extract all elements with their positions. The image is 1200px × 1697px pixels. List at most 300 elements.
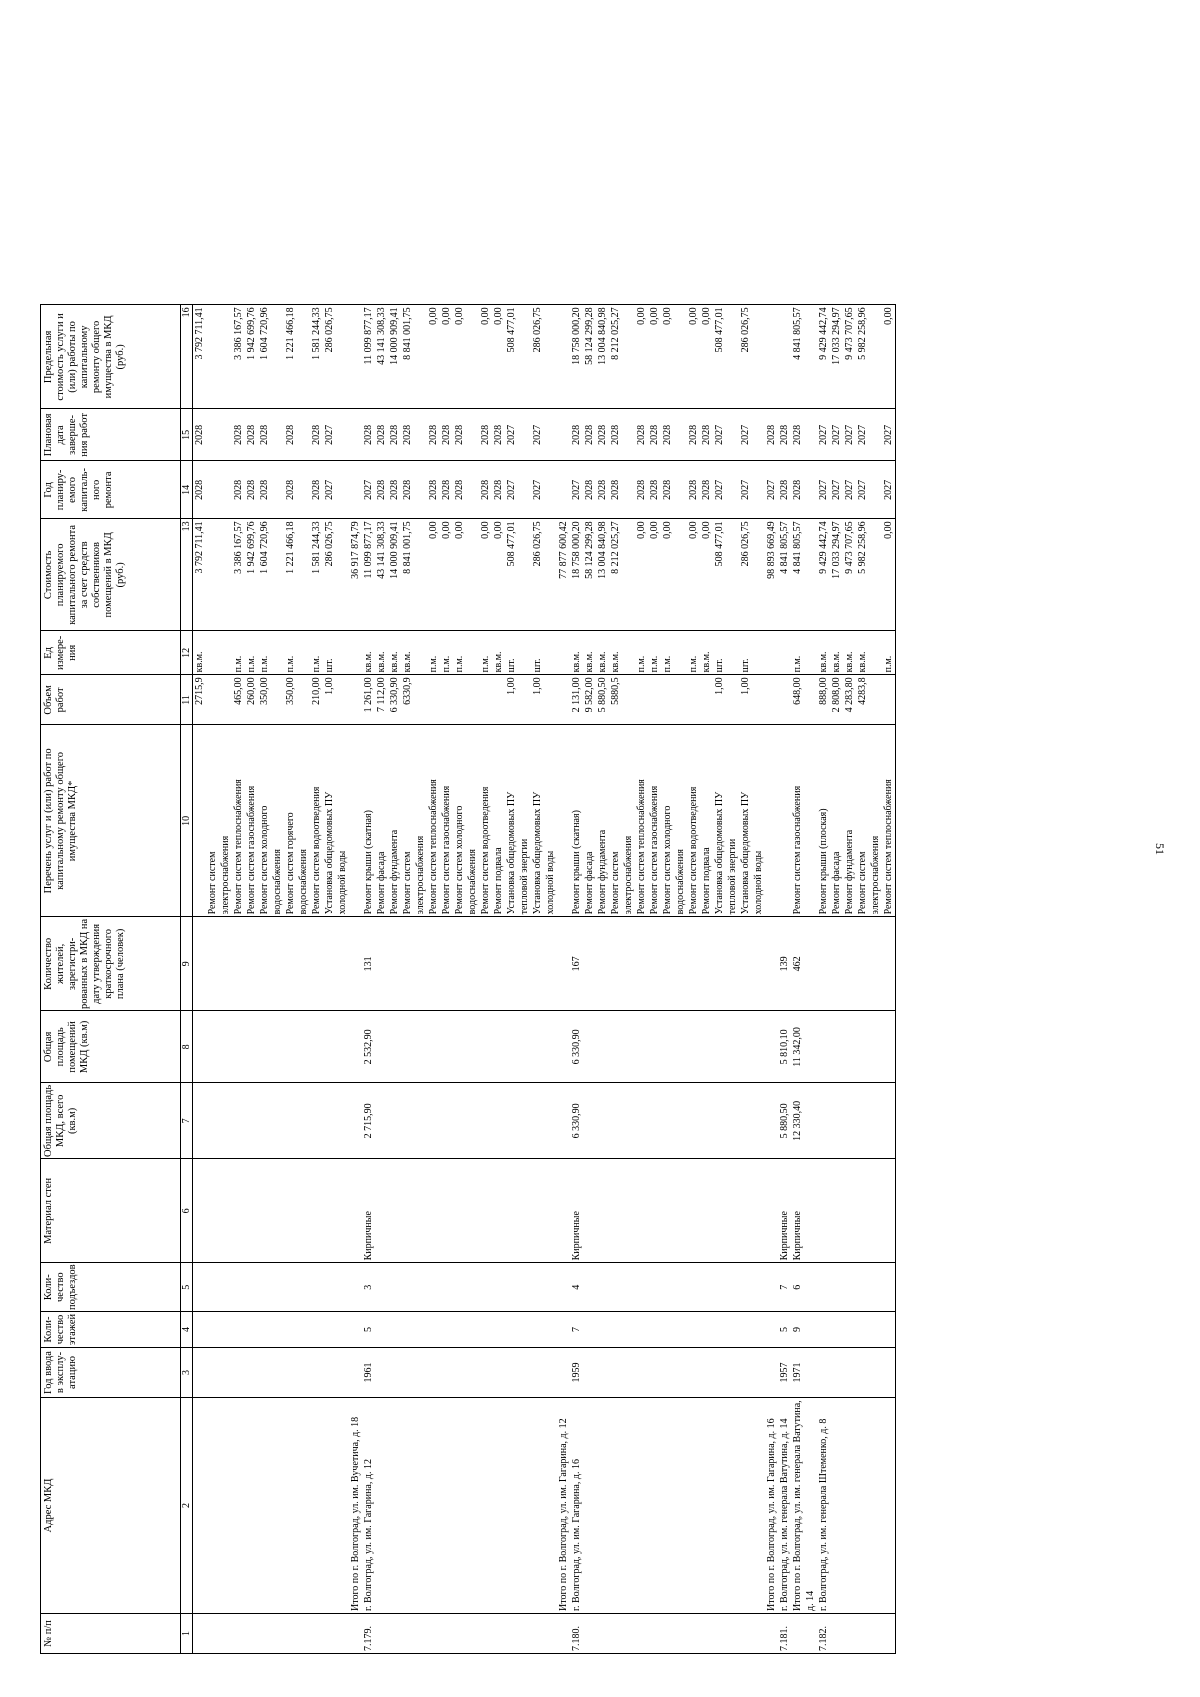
table-cell: [843, 917, 856, 1011]
table-cell: 1 942 699,76: [245, 305, 258, 409]
column-number: 1: [181, 1614, 193, 1654]
table-cell: [414, 917, 427, 1011]
table-cell: [440, 1348, 453, 1398]
table-cell: 2028: [245, 409, 258, 461]
table-row: [869, 305, 882, 1654]
table-cell: Ремонт систем холодного: [453, 725, 466, 917]
table-cell: [505, 917, 518, 1011]
table-cell: [401, 1011, 414, 1083]
table-cell: [661, 1159, 674, 1263]
table-cell: 7.180.: [570, 1614, 583, 1654]
table-cell: [271, 1348, 284, 1398]
table-row: [466, 305, 479, 1654]
table-cell: тепловой энергии: [726, 725, 739, 917]
table-cell: [258, 1083, 271, 1159]
table-cell: [635, 1348, 648, 1398]
table-cell: [492, 1011, 505, 1083]
table-cell: [765, 1263, 778, 1312]
table-cell: 5 982 258,96: [856, 305, 869, 409]
table-cell: [596, 1159, 609, 1263]
table-cell: 350,00: [284, 675, 297, 725]
table-cell: 2028: [661, 409, 674, 461]
table-cell: [713, 1083, 726, 1159]
table-cell: кв.м.: [830, 631, 843, 675]
table-cell: [414, 1263, 427, 1312]
column-number: 16: [181, 305, 193, 409]
table-cell: холодной воды: [336, 725, 349, 917]
table-cell: водоснабжения: [674, 725, 687, 917]
table-cell: [518, 1011, 531, 1083]
table-cell: 2027: [843, 461, 856, 519]
table-cell: [297, 1614, 310, 1654]
table-cell: 0,00: [882, 305, 896, 409]
table-cell: [466, 917, 479, 1011]
table-cell: [466, 1348, 479, 1398]
table-cell: [232, 1398, 245, 1614]
table-cell: 2027: [323, 461, 336, 519]
table-cell: [648, 1614, 661, 1654]
table-cell: [375, 1398, 388, 1614]
table-row: [518, 305, 531, 1654]
table-cell: [297, 1263, 310, 1312]
table-cell: [297, 917, 310, 1011]
table-cell: [752, 461, 765, 519]
table-cell: электроснабжения: [622, 725, 635, 917]
table-cell: [219, 1083, 232, 1159]
table-cell: [635, 675, 648, 725]
table-cell: 1 942 699,76: [245, 519, 258, 631]
table-cell: п.м.: [453, 631, 466, 675]
table-cell: [427, 917, 440, 1011]
table-cell: [453, 675, 466, 725]
table-cell: [869, 1083, 882, 1159]
table-cell: [765, 305, 778, 409]
table-cell: 0,00: [492, 519, 505, 631]
table-cell: [700, 1011, 713, 1083]
table-cell: г. Волгоград, ул. им. Гагарина, д. 12: [362, 1398, 375, 1614]
table-cell: Ремонт крыши (скатная): [362, 725, 375, 917]
table-cell: 2028: [570, 409, 583, 461]
table-cell: [518, 409, 531, 461]
table-cell: [310, 917, 323, 1011]
table-cell: [557, 1312, 570, 1348]
table-cell: [713, 1312, 726, 1348]
table-cell: Ремонт фундамента: [843, 725, 856, 917]
table-cell: [817, 1263, 830, 1312]
table-cell: [323, 1159, 336, 1263]
table-cell: [206, 519, 219, 631]
table-cell: [375, 1348, 388, 1398]
table-cell: [856, 1011, 869, 1083]
table-cell: [596, 1011, 609, 1083]
table-cell: [440, 1263, 453, 1312]
table-cell: 2028: [609, 409, 622, 461]
table-row: [492, 305, 505, 1654]
table-cell: [830, 917, 843, 1011]
table-cell: шт.: [713, 631, 726, 675]
table-row: [336, 305, 349, 1654]
table-cell: [674, 1083, 687, 1159]
table-cell: п.м.: [284, 631, 297, 675]
table-cell: 2028: [401, 461, 414, 519]
table-cell: [245, 1614, 258, 1654]
table-cell: 2 808,00: [830, 675, 843, 725]
table-cell: 2028: [453, 461, 466, 519]
table-cell: [505, 1083, 518, 1159]
table-cell: 1,00: [739, 675, 752, 725]
table-cell: [492, 1614, 505, 1654]
table-cell: [388, 1263, 401, 1312]
table-cell: кв.м.: [609, 631, 622, 675]
table-cell: п.м.: [440, 631, 453, 675]
table-cell: [492, 675, 505, 725]
table-cell: Ремонт систем теплоснабжения: [635, 725, 648, 917]
table-cell: [687, 1011, 700, 1083]
table-cell: [388, 1011, 401, 1083]
table-cell: [700, 917, 713, 1011]
table-cell: [349, 917, 362, 1011]
table-cell: 2028: [661, 461, 674, 519]
table-cell: 2028: [596, 409, 609, 461]
table-cell: [635, 917, 648, 1011]
table-cell: [583, 1348, 596, 1398]
header-cell: Перечень услуг и (или) работ по капитальному ремонту общего имущества МКД*: [41, 725, 181, 917]
table-cell: 5 880,50: [596, 675, 609, 725]
table-cell: [856, 1263, 869, 1312]
table-cell: Установка общедомовых ПУ: [531, 725, 544, 917]
table-cell: [297, 519, 310, 631]
table-cell: [414, 409, 427, 461]
table-cell: [284, 1398, 297, 1614]
table-cell: 1 221 466,18: [284, 519, 297, 631]
table-cell: [310, 1159, 323, 1263]
table-cell: [869, 1159, 882, 1263]
table-cell: [440, 1614, 453, 1654]
table-row: [687, 305, 700, 1654]
table-cell: [583, 1011, 596, 1083]
table-cell: [232, 917, 245, 1011]
table-cell: [622, 1398, 635, 1614]
table-row: [271, 305, 284, 1654]
table-cell: [752, 1312, 765, 1348]
table-cell: [700, 1083, 713, 1159]
table-cell: кв.м.: [388, 631, 401, 675]
table-cell: [284, 1159, 297, 1263]
table-cell: 6330,9: [401, 675, 414, 725]
table-row: [830, 305, 843, 1654]
table-cell: [661, 1263, 674, 1312]
table-cell: [505, 1312, 518, 1348]
table-cell: [518, 1614, 531, 1654]
table-cell: 2028: [596, 461, 609, 519]
table-cell: [687, 1083, 700, 1159]
table-cell: [674, 305, 687, 409]
table-cell: [882, 1348, 896, 1398]
table-row: [505, 305, 518, 1654]
table-cell: п.м.: [648, 631, 661, 675]
table-cell: [414, 461, 427, 519]
table-cell: водоснабжения: [271, 725, 284, 917]
table-cell: [713, 1398, 726, 1614]
table-cell: [323, 917, 336, 1011]
table-cell: [596, 1398, 609, 1614]
table-cell: [544, 1263, 557, 1312]
table-cell: [726, 305, 739, 409]
table-cell: [726, 1312, 739, 1348]
column-number: 15: [181, 409, 193, 461]
table-cell: 0,00: [492, 305, 505, 409]
table-cell: [479, 675, 492, 725]
table-cell: [544, 409, 557, 461]
table-cell: [609, 1083, 622, 1159]
table-cell: 465,00: [232, 675, 245, 725]
table-cell: [648, 917, 661, 1011]
table-row: [635, 305, 648, 1654]
table-cell: [297, 305, 310, 409]
table-row: [804, 305, 817, 1654]
table-cell: [206, 917, 219, 1011]
table-cell: [713, 1614, 726, 1654]
table-cell: [297, 1011, 310, 1083]
table-cell: Ремонт систем газоснабжения: [245, 725, 258, 917]
table-cell: [232, 1083, 245, 1159]
table-cell: [648, 1348, 661, 1398]
table-cell: Кирпичные: [362, 1159, 375, 1263]
table-cell: Установка общедомовых ПУ: [739, 725, 752, 917]
table-cell: 2027: [817, 461, 830, 519]
table-cell: [752, 519, 765, 631]
table-cell: [726, 1348, 739, 1398]
table-cell: [661, 675, 674, 725]
table-cell: [349, 631, 362, 675]
table-cell: [206, 409, 219, 461]
table-cell: [388, 1398, 401, 1614]
table-row: [427, 305, 440, 1654]
column-number: 3: [181, 1348, 193, 1398]
table-cell: [492, 917, 505, 1011]
table-cell: [271, 1263, 284, 1312]
table-cell: 2028: [778, 461, 791, 519]
table-cell: Ремонт фасада: [375, 725, 388, 917]
table-row: [713, 305, 726, 1654]
table-cell: Итого по г. Волгоград, ул. им. Вучетича, д. 18: [349, 1398, 362, 1614]
header-cell: Коли-чество этажей: [41, 1312, 181, 1348]
table-cell: [258, 1614, 271, 1654]
table-cell: [297, 631, 310, 675]
table-cell: Ремонт систем горячего: [284, 725, 297, 917]
table-cell: [258, 1011, 271, 1083]
table-cell: п.м.: [232, 631, 245, 675]
table-cell: [557, 1159, 570, 1263]
table-cell: г. Волгоград, ул. им. генерала Штеменко, д. 8: [817, 1398, 830, 1614]
table-cell: [700, 1348, 713, 1398]
table-cell: 2027: [843, 409, 856, 461]
table-row: [531, 305, 544, 1654]
table-cell: [232, 1614, 245, 1654]
table-cell: 0,00: [687, 305, 700, 409]
table-cell: [518, 519, 531, 631]
header-cell: Общая площадь МКД, всего (кв.м): [41, 1083, 181, 1159]
table-cell: [648, 1312, 661, 1348]
table-cell: 210,00: [310, 675, 323, 725]
table-cell: [349, 725, 362, 917]
table-cell: [479, 1011, 492, 1083]
table-cell: 2028: [648, 461, 661, 519]
table-cell: [466, 305, 479, 409]
table-cell: [544, 917, 557, 1011]
table-cell: [804, 1083, 817, 1159]
table-cell: [544, 1312, 557, 1348]
table-cell: 0,00: [700, 519, 713, 631]
table-cell: [661, 1348, 674, 1398]
table-cell: [414, 1348, 427, 1398]
table-cell: 2028: [310, 409, 323, 461]
table-cell: 167: [570, 917, 583, 1011]
table-cell: 9 429 442,74: [817, 519, 830, 631]
table-cell: [700, 675, 713, 725]
table-cell: Ремонт подвала: [700, 725, 713, 917]
table-cell: 2027: [505, 409, 518, 461]
table-cell: [752, 1348, 765, 1398]
table-cell: 286 026,75: [531, 305, 544, 409]
table-cell: [687, 1398, 700, 1614]
table-cell: [414, 1614, 427, 1654]
table-cell: 13 004 840,98: [596, 305, 609, 409]
header-cell: Плановая дата заверше-ния работ: [41, 409, 181, 461]
table-cell: [557, 409, 570, 461]
table-cell: 2028: [232, 461, 245, 519]
table-cell: [622, 519, 635, 631]
table-cell: [648, 1083, 661, 1159]
table-cell: 1959: [570, 1348, 583, 1398]
table-cell: 5: [362, 1312, 375, 1348]
table-cell: 286 026,75: [323, 519, 336, 631]
column-number: 4: [181, 1312, 193, 1348]
table-cell: 0,00: [648, 305, 661, 409]
table-cell: [661, 1011, 674, 1083]
table-cell: [492, 1263, 505, 1312]
table-cell: 9: [791, 1312, 804, 1348]
table-cell: [635, 1614, 648, 1654]
column-number: 13: [181, 519, 193, 631]
table-cell: Установка общедомовых ПУ: [713, 725, 726, 917]
table-cell: 1 261,00: [362, 675, 375, 725]
table-cell: [219, 409, 232, 461]
table-cell: [674, 1263, 687, 1312]
table-cell: [310, 1083, 323, 1159]
table-cell: [869, 461, 882, 519]
table-cell: [674, 675, 687, 725]
table-cell: [375, 1011, 388, 1083]
table-row: [583, 305, 596, 1654]
table-row: [661, 305, 674, 1654]
table-cell: 2028: [453, 409, 466, 461]
table-cell: [531, 1398, 544, 1614]
table-cell: [414, 1083, 427, 1159]
table-cell: [453, 1312, 466, 1348]
table-cell: Ремонт систем холодного: [258, 725, 271, 917]
table-row: [245, 305, 258, 1654]
table-cell: 2028: [479, 461, 492, 519]
table-cell: 2027: [765, 461, 778, 519]
table-cell: [531, 1348, 544, 1398]
table-cell: [752, 1083, 765, 1159]
table-cell: [739, 1398, 752, 1614]
table-cell: [401, 917, 414, 1011]
table-cell: [258, 1348, 271, 1398]
table-cell: [869, 519, 882, 631]
table-cell: [466, 519, 479, 631]
table-cell: [323, 1348, 336, 1398]
table-cell: [388, 917, 401, 1011]
table-cell: [804, 461, 817, 519]
table-cell: 8 212 025,27: [609, 305, 622, 409]
table-cell: [674, 1348, 687, 1398]
table-cell: [869, 1312, 882, 1348]
table-cell: Ремонт систем: [206, 725, 219, 917]
table-cell: [804, 1263, 817, 1312]
table-cell: [752, 675, 765, 725]
column-number: 14: [181, 461, 193, 519]
table-cell: [804, 725, 817, 917]
table-cell: 2028: [700, 409, 713, 461]
table-cell: [622, 305, 635, 409]
table-cell: 139: [778, 917, 791, 1011]
column-number: 10: [181, 725, 193, 917]
table-cell: [453, 917, 466, 1011]
table-cell: [583, 1159, 596, 1263]
table-cell: 2028: [609, 461, 622, 519]
table-cell: 14 000 909,41: [388, 305, 401, 409]
table-cell: шт.: [323, 631, 336, 675]
table-cell: 5 880,50: [778, 1083, 791, 1159]
table-cell: [375, 1614, 388, 1654]
table-cell: [804, 1011, 817, 1083]
table-cell: [882, 1614, 896, 1654]
header-cell: Объем работ: [41, 675, 181, 725]
table-cell: [544, 631, 557, 675]
table-cell: Ремонт фундамента: [596, 725, 609, 917]
table-cell: кв.м.: [700, 631, 713, 675]
table-cell: 2028: [388, 409, 401, 461]
table-cell: [349, 461, 362, 519]
table-cell: 2028: [258, 409, 271, 461]
table-cell: [427, 675, 440, 725]
table-cell: [453, 1263, 466, 1312]
table-cell: [336, 1083, 349, 1159]
table-row: [739, 305, 752, 1654]
table-cell: 2027: [323, 409, 336, 461]
column-number-row: [181, 305, 193, 1654]
table-cell: [492, 1398, 505, 1614]
table-cell: [388, 1159, 401, 1263]
table-cell: [882, 675, 896, 725]
table-cell: [557, 461, 570, 519]
table-cell: электроснабжения: [414, 725, 427, 917]
table-cell: [856, 1348, 869, 1398]
table-cell: 1 221 466,18: [284, 305, 297, 409]
table-cell: водоснабжения: [297, 725, 310, 917]
table-cell: [609, 1614, 622, 1654]
table-cell: [271, 305, 284, 409]
table-cell: 2028: [193, 409, 207, 461]
table-cell: [557, 917, 570, 1011]
table-cell: [609, 1159, 622, 1263]
table-cell: Ремонт систем теплоснабжения: [427, 725, 440, 917]
table-cell: [830, 1011, 843, 1083]
table-cell: [193, 1159, 207, 1263]
table-cell: [336, 1159, 349, 1263]
